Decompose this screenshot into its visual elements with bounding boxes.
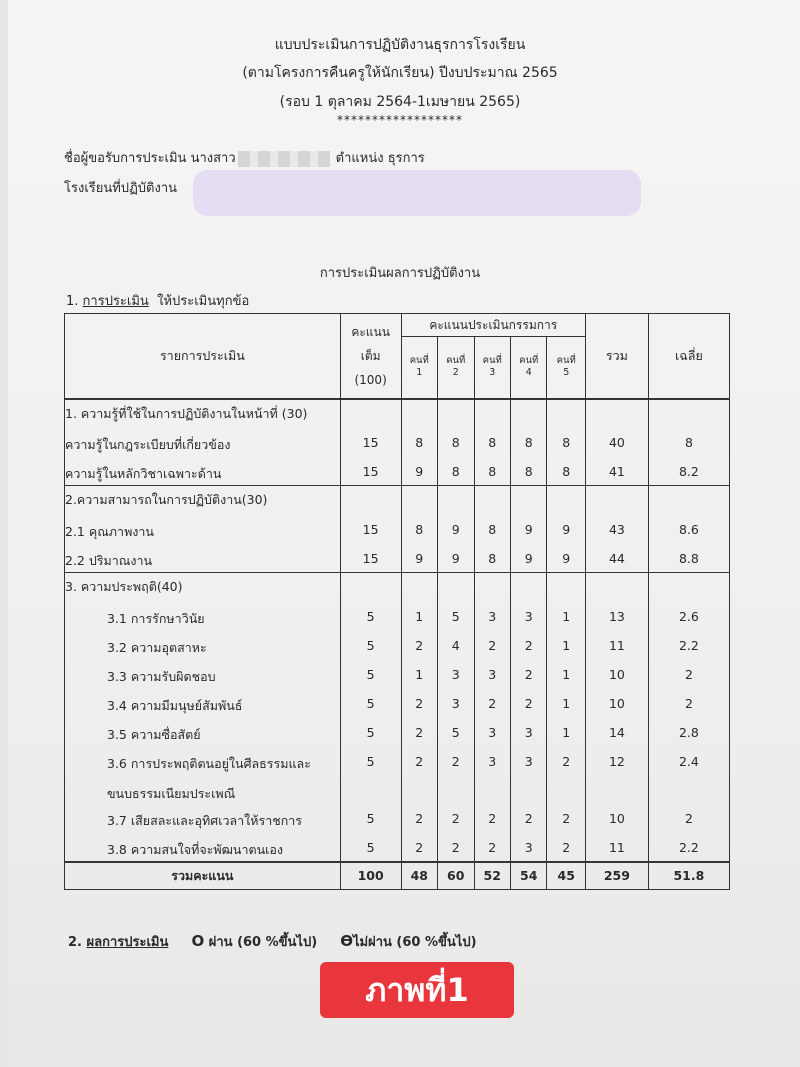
full-score: 15	[340, 515, 401, 544]
row-sum: 10	[585, 689, 648, 718]
judge-score-1: 2	[401, 689, 437, 718]
empty-cell	[648, 573, 729, 602]
judge-score-3: 8	[474, 428, 510, 457]
row-label: ความรู้ในหลักวิชาเฉพาะด้าน	[65, 457, 341, 486]
full-score: 15	[340, 457, 401, 486]
table-row	[65, 515, 730, 544]
school-label: โรงเรียนที่ปฏิบัติงาน	[64, 181, 178, 196]
row-average: 8.2	[648, 457, 729, 486]
header-full	[340, 314, 401, 399]
judge-score-5: 2	[547, 747, 586, 804]
judge-score-4: 2	[510, 660, 546, 689]
empty-cell	[648, 399, 729, 428]
full-score: 5	[340, 747, 401, 804]
table-row	[65, 457, 730, 486]
judge-score-2: 3	[438, 660, 474, 689]
row-sum: 14	[585, 718, 648, 747]
judge-score-1: 9	[401, 457, 437, 486]
judge-score-1: 8	[401, 515, 437, 544]
judge-score-4: 3	[510, 747, 546, 804]
empty-cell	[340, 573, 401, 602]
total-average: 51.8	[648, 862, 729, 890]
row-average: 8	[648, 428, 729, 457]
empty-cell	[340, 486, 401, 515]
row-average: 2.2	[648, 833, 729, 862]
caption-badge: ภาพที่1	[320, 962, 514, 1018]
total-sum: 259	[585, 862, 648, 890]
section-title: การประเมินผลการปฏิบัติงาน	[319, 266, 481, 281]
judge-score-5: 9	[547, 544, 586, 573]
full-score: 15	[340, 544, 401, 573]
header-full-line3: (100)	[354, 372, 387, 387]
row-label: 3.5 ความซื่อสัตย์	[65, 718, 341, 747]
row-average: 8.8	[648, 544, 729, 573]
row-sum: 10	[585, 804, 648, 833]
document-subtitle: (ตามโครงการคืนครูให้นักเรียน) ปีงบประมาณ 2565	[242, 65, 558, 81]
row-label: 3.8 ความสนใจที่จะพัฒนาตนเอง	[65, 833, 341, 862]
judge-score-2: 9	[438, 515, 474, 544]
group-heading-row	[65, 399, 730, 428]
group-heading-row	[65, 486, 730, 515]
judge-score-2: 2	[438, 833, 474, 862]
judge-score-4: 2	[510, 804, 546, 833]
total-judge-5: 45	[547, 862, 586, 890]
table-row	[65, 660, 730, 689]
item-note: ให้ประเมินทุกข้อ	[157, 294, 250, 309]
header-judge-3: คนที่ 3	[474, 337, 510, 399]
judge-score-5: 8	[547, 428, 586, 457]
empty-cell	[547, 486, 586, 515]
judge-score-2: 9	[438, 544, 474, 573]
judge-score-2: 8	[438, 457, 474, 486]
judge-score-5: 1	[547, 602, 586, 631]
table-row	[65, 718, 730, 747]
judge-score-3: 2	[474, 804, 510, 833]
header-judge-4: คนที่ 4	[510, 337, 546, 399]
empty-cell	[510, 399, 546, 428]
header-committee: คะแนนประเมินกรรมการ	[401, 314, 585, 337]
pass-text: ผ่าน (60 %ขึ้นไป)	[208, 935, 318, 950]
judge-score-1: 1	[401, 602, 437, 631]
empty-cell	[510, 573, 546, 602]
judge-score-4: 2	[510, 631, 546, 660]
row-average: 8.6	[648, 515, 729, 544]
empty-cell	[510, 486, 546, 515]
row-average: 2	[648, 804, 729, 833]
group-heading-row	[65, 573, 730, 602]
row-label: 3.2 ความอุตสาหะ	[65, 631, 341, 660]
row-sum: 10	[585, 660, 648, 689]
row-sum: 43	[585, 515, 648, 544]
row-label: 3.4 ความมีมนุษย์สัมพันธ์	[65, 689, 341, 718]
table-row	[65, 544, 730, 573]
judge-score-4: 3	[510, 718, 546, 747]
header-judge-5: คนที่ 5	[547, 337, 586, 399]
item-label: การประเมิน	[82, 294, 149, 309]
judge-score-4: 3	[510, 833, 546, 862]
document-title: แบบประเมินการปฏิบัติงานธุรการโรงเรียน	[274, 37, 526, 53]
row-label: ความรู้ในกฎระเบียบที่เกี่ยวข้อง	[65, 428, 341, 457]
fail-text: ไม่ผ่าน (60 %ขึ้นไป)	[352, 935, 477, 950]
empty-cell	[585, 486, 648, 515]
judge-score-5: 9	[547, 515, 586, 544]
header-judge-2: คนที่ 2	[438, 337, 474, 399]
header-judge-1: คนที่ 1	[401, 337, 437, 399]
section-item-heading	[66, 290, 249, 311]
row-label: 3.1 การรักษาวินัย	[65, 602, 341, 631]
judge-score-1: 2	[401, 804, 437, 833]
empty-cell	[585, 399, 648, 428]
table-row	[65, 804, 730, 833]
empty-cell	[474, 573, 510, 602]
empty-cell	[438, 486, 474, 515]
judge-score-1: 9	[401, 544, 437, 573]
row-average: 2.4	[648, 747, 729, 804]
total-row	[65, 862, 730, 890]
empty-cell	[648, 486, 729, 515]
document-period: (รอบ 1 ตุลาคม 2564-1เมษายน 2565)	[279, 94, 521, 110]
judge-score-3: 8	[474, 515, 510, 544]
judge-score-1: 2	[401, 747, 437, 804]
judge-score-5: 8	[547, 457, 586, 486]
judge-score-3: 3	[474, 660, 510, 689]
group-title: 1. ความรู้ที่ใช้ในการปฏิบัติงานในหน้าที่ (30)	[65, 399, 341, 428]
empty-cell	[474, 399, 510, 428]
judge-score-4: 8	[510, 457, 546, 486]
table-row	[65, 602, 730, 631]
result-line	[68, 931, 477, 952]
row-sum: 44	[585, 544, 648, 573]
judge-score-1: 2	[401, 833, 437, 862]
judge-score-2: 5	[438, 718, 474, 747]
row-sum: 11	[585, 631, 648, 660]
judge-score-2: 4	[438, 631, 474, 660]
empty-cell	[438, 399, 474, 428]
judge-score-1: 2	[401, 718, 437, 747]
row-average: 2	[648, 689, 729, 718]
header-avg: เฉลี่ย	[648, 314, 729, 399]
table-row	[65, 833, 730, 862]
row-sum: 13	[585, 602, 648, 631]
full-score: 5	[340, 689, 401, 718]
row-label: 2.2 ปริมาณงาน	[65, 544, 341, 573]
table-row	[65, 747, 730, 804]
judge-score-3: 8	[474, 457, 510, 486]
total-judge-4: 54	[510, 862, 546, 890]
fail-checked-icon: Ɵ	[340, 932, 353, 950]
row-label: 3.3 ความรับผิดชอบ	[65, 660, 341, 689]
header-full-line2: เต็ม	[360, 348, 381, 363]
total-judge-2: 60	[438, 862, 474, 890]
judge-score-3: 3	[474, 718, 510, 747]
blurred-name	[238, 151, 330, 167]
table-row	[65, 428, 730, 457]
header-full-line1: คะแนน	[351, 324, 390, 339]
judge-score-3: 3	[474, 602, 510, 631]
evaluee-label: ชื่อผู้ขอรับการประเมิน นางสาว	[64, 151, 236, 166]
judge-score-5: 1	[547, 631, 586, 660]
judge-score-1: 1	[401, 660, 437, 689]
row-sum: 41	[585, 457, 648, 486]
empty-cell	[438, 573, 474, 602]
full-score: 5	[340, 631, 401, 660]
judge-score-3: 8	[474, 544, 510, 573]
judge-score-4: 9	[510, 544, 546, 573]
row-label: 2.1 คุณภาพงาน	[65, 515, 341, 544]
judge-score-2: 2	[438, 747, 474, 804]
table-row	[65, 689, 730, 718]
full-score: 5	[340, 602, 401, 631]
empty-cell	[401, 399, 437, 428]
judge-score-5: 1	[547, 718, 586, 747]
total-judge-1: 48	[401, 862, 437, 890]
empty-cell	[547, 399, 586, 428]
empty-cell	[401, 573, 437, 602]
full-score: 5	[340, 804, 401, 833]
header-item: รายการประเมิน	[65, 314, 341, 399]
judge-score-3: 2	[474, 833, 510, 862]
star-divider: ******************	[337, 113, 463, 127]
pass-circle-icon: O	[191, 932, 205, 950]
judge-score-2: 8	[438, 428, 474, 457]
judge-score-5: 2	[547, 833, 586, 862]
judge-score-4: 3	[510, 602, 546, 631]
judge-score-4: 9	[510, 515, 546, 544]
evaluee-position: ตำแหน่ง ธุรการ	[335, 151, 425, 166]
row-label: 3.7 เสียสละและอุทิศเวลาให้ราชการ	[65, 804, 341, 833]
row-average: 2	[648, 660, 729, 689]
evaluation-table	[64, 313, 730, 890]
row-sum: 12	[585, 747, 648, 804]
empty-cell	[585, 573, 648, 602]
full-score: 5	[340, 718, 401, 747]
judge-score-1: 8	[401, 428, 437, 457]
judge-score-4: 8	[510, 428, 546, 457]
evaluee-line	[64, 147, 425, 168]
judge-score-1: 2	[401, 631, 437, 660]
group-title: 2.ความสามารถในการปฏิบัติงาน(30)	[65, 486, 341, 515]
row-sum: 40	[585, 428, 648, 457]
row-sum: 11	[585, 833, 648, 862]
judge-score-2: 3	[438, 689, 474, 718]
empty-cell	[474, 486, 510, 515]
empty-cell	[340, 399, 401, 428]
judge-score-3: 3	[474, 747, 510, 804]
total-full: 100	[340, 862, 401, 890]
judge-score-5: 1	[547, 689, 586, 718]
judge-score-3: 2	[474, 631, 510, 660]
empty-cell	[547, 573, 586, 602]
total-label: รวมคะแนน	[65, 862, 341, 890]
table-row	[65, 631, 730, 660]
school-redaction	[193, 170, 641, 216]
judge-score-5: 2	[547, 804, 586, 833]
item-number: 1.	[66, 294, 79, 309]
total-judge-3: 52	[474, 862, 510, 890]
group-title: 3. ความประพฤติ(40)	[65, 573, 341, 602]
judge-score-2: 5	[438, 602, 474, 631]
result-number: 2.	[68, 935, 82, 950]
full-score: 5	[340, 833, 401, 862]
judge-score-3: 2	[474, 689, 510, 718]
row-label: 3.6 การประพฤติตนอยู่ในศีลธรรมและ ขนบธรรมเนียมประเพณี	[65, 747, 341, 804]
empty-cell	[401, 486, 437, 515]
row-average: 2.6	[648, 602, 729, 631]
full-score: 15	[340, 428, 401, 457]
result-label: ผลการประเมิน	[86, 935, 169, 950]
judge-score-4: 2	[510, 689, 546, 718]
row-average: 2.2	[648, 631, 729, 660]
header-sum: รวม	[585, 314, 648, 399]
judge-score-2: 2	[438, 804, 474, 833]
judge-score-5: 1	[547, 660, 586, 689]
full-score: 5	[340, 660, 401, 689]
row-average: 2.8	[648, 718, 729, 747]
